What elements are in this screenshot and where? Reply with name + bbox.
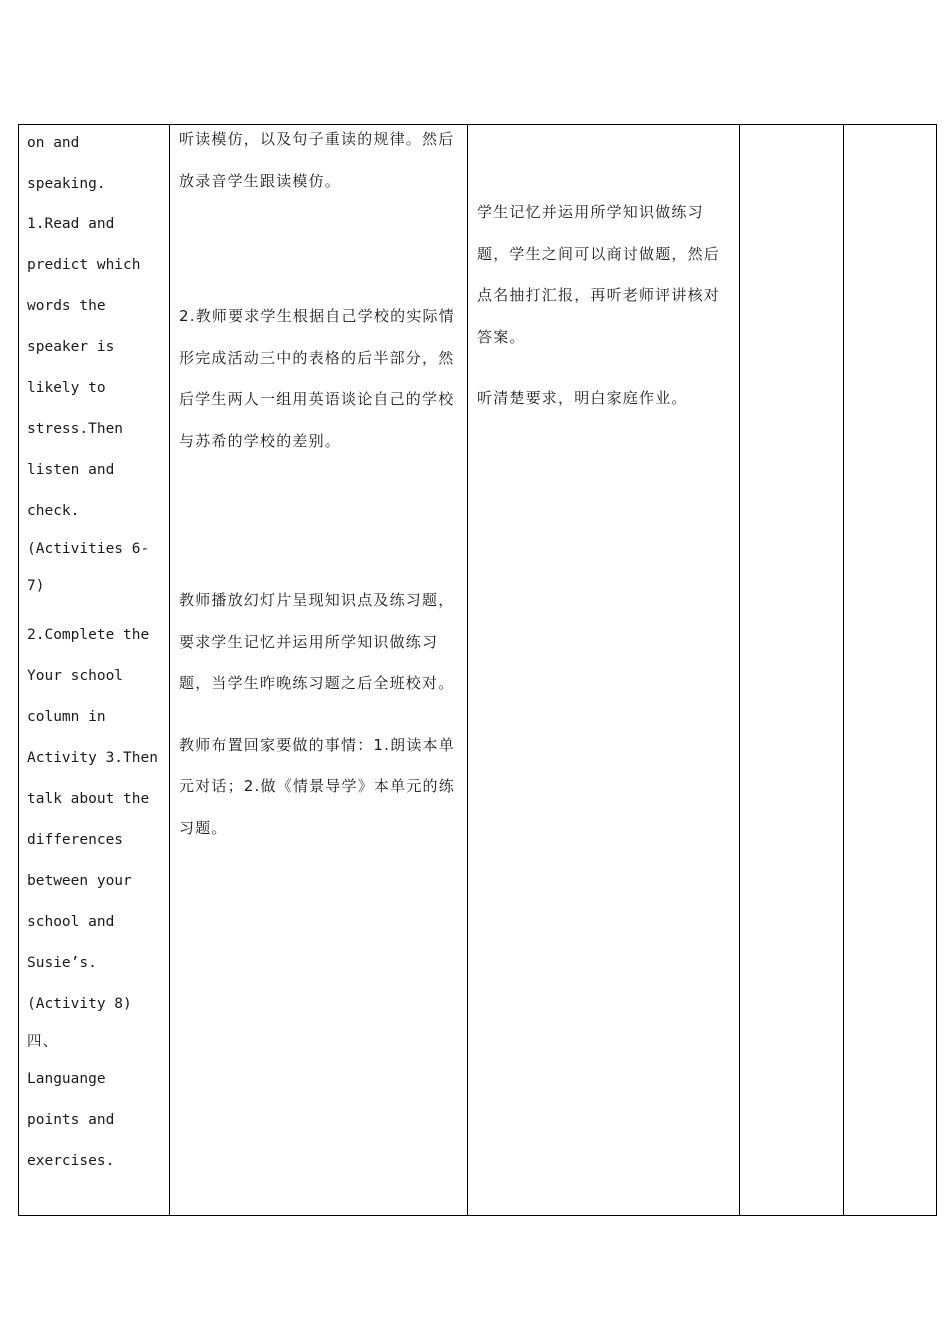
activity-line: on and [27,135,80,151]
activity-line: (Activity 8) [27,996,132,1012]
activity-line: Languange [27,1071,106,1087]
activity-line: 四、 [27,1034,59,1050]
teacher-activity-cell [170,125,468,1216]
teacher-paragraph-1: 听读模仿，以及句子重读的规律。然后放录音学生跟读模仿。 [179,130,455,190]
activity-line: predict which [27,257,141,273]
student-activity-cell [468,125,740,1216]
activity-line: differences [27,832,124,848]
activity-line: exercises. [27,1153,115,1169]
activity-line: speaking. [27,176,106,192]
activity-line: Susie’s. [27,955,97,971]
student-paragraph-1: 学生记忆并运用所学知识做练习题，学生之间可以商讨做题，然后点名抽打汇报，再听老师评讲核对答案。 [477,203,721,346]
activity-line: listen and [27,462,115,478]
lesson-plan-table [18,124,937,1216]
empty-cell [844,125,937,1216]
table-row [19,125,937,1216]
activity-line: likely to [27,380,106,396]
teacher-paragraph-3: 教师播放幻灯片呈现知识点及练习题，要求学生记忆并运用所学知识做练习题，当学生昨晚练习题之后全班校对。 [179,591,455,692]
student-paragraph-2: 听清楚要求，明白家庭作业。 [477,389,688,407]
empty-cell [740,125,844,1216]
activity-line: speaker is [27,339,115,355]
activity-line: column in [27,709,106,725]
activity-line: points and [27,1112,115,1128]
activity-steps [19,125,169,1182]
teacher-activity-text [170,119,467,849]
activity-line: 2.Complete the [27,627,150,643]
activity-line: check. [27,503,80,519]
activity-line: between your [27,873,132,889]
activity-line: school and [27,914,115,930]
teacher-paragraph-2: 2.教师要求学生根据自己学校的实际情形完成活动三中的表格的后半部分，然后学生两人一组用英语谈论自己的学校与苏希的学校的差别。 [179,307,455,450]
teacher-paragraph-4: 教师布置回家要做的事情：1.朗读本单元对话；2.做《情景导学》本单元的练习题。 [179,735,455,837]
activity-line: Your school [27,668,124,684]
activity-line: words the [27,298,106,314]
student-activity-text [468,192,739,420]
activity-line: stress.Then [27,421,124,437]
activity-line: Activity 3.Then [27,750,158,766]
activity-line: (Activities 6- [27,541,150,557]
activity-line: 1.Read and [27,216,115,232]
activity-line: 7) [27,578,45,594]
activity-line: talk about the [27,791,150,807]
activity-column-cell [19,125,170,1216]
